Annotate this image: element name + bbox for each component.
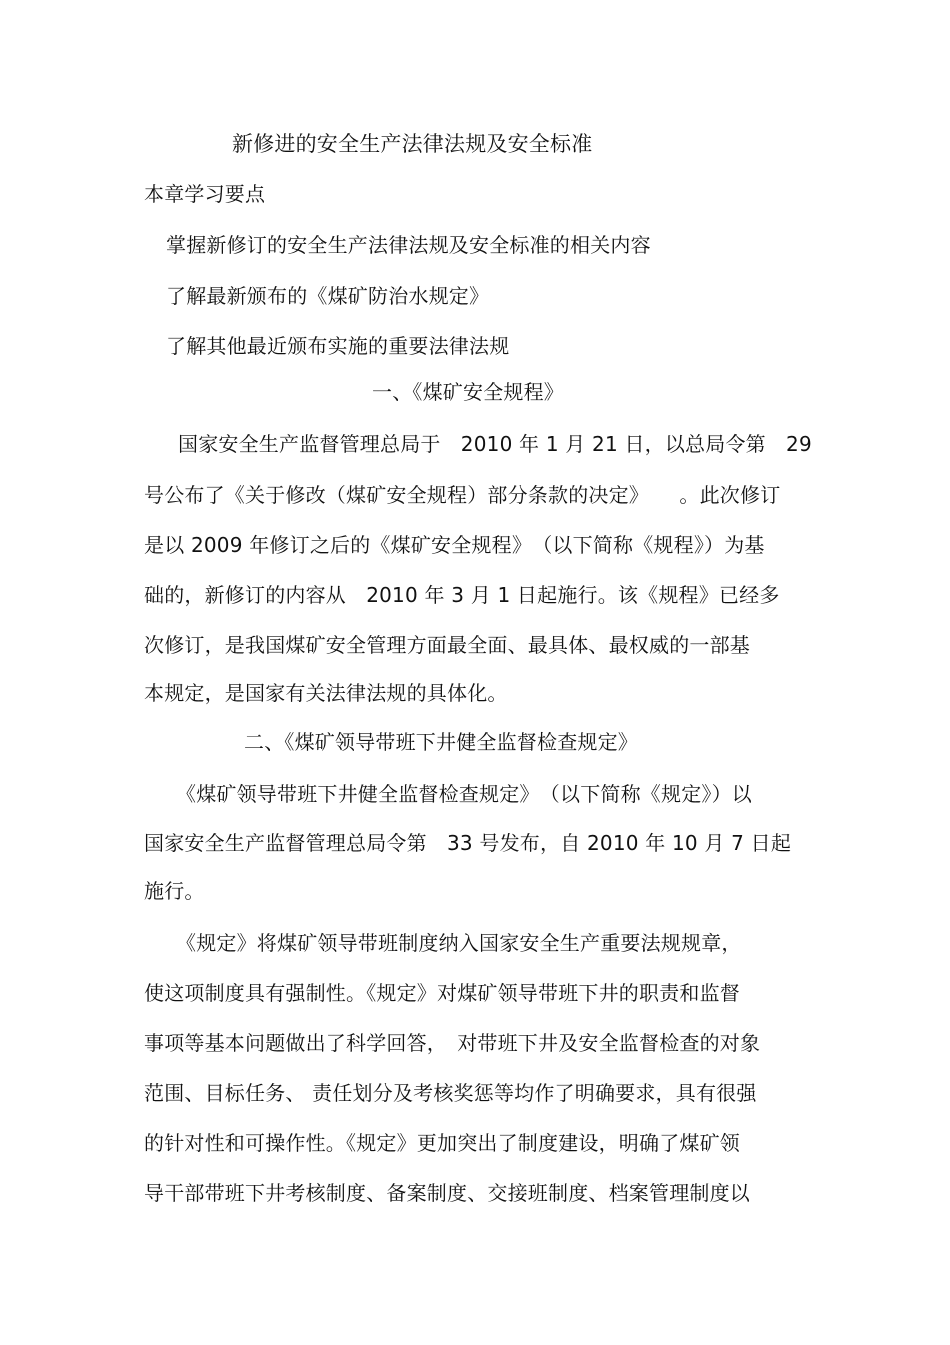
body-line: 导干部带班下井考核制度、备案制度、交接班制度、档案管理制度以 bbox=[144, 1181, 750, 1205]
body-line: 次修订，是我国煤矿安全管理方面最全面、最具体、最权威的一部基 bbox=[144, 633, 750, 657]
body-line: 国家安全生产监督管理总局于 2010 年 1 月 21 日，以总局令第 29 bbox=[178, 432, 812, 456]
body-line: 础的，新修订的内容从 2010 年 3 月 1 日起施行。该《规程》已经多 bbox=[144, 583, 780, 607]
body-line: 《煤矿领导带班下井健全监督检查规定》 （以下简称《规定》）以 bbox=[176, 782, 752, 806]
section-2-heading: 二、《煤矿领导带班下井健全监督检查规定》 bbox=[244, 730, 638, 754]
key-point-item: 掌握新修订的安全生产法律法规及安全标准的相关内容 bbox=[166, 233, 651, 257]
document-title: 新修进的安全生产法律法规及安全标准 bbox=[232, 132, 593, 156]
body-line: 本规定，是国家有关法律法规的具体化。 bbox=[144, 681, 508, 705]
section-1-heading: 一、《煤矿安全规程》 bbox=[372, 380, 564, 404]
body-line: 号公布了《关于修改（煤矿安全规程）部分条款的决定》 。此次修订 bbox=[144, 483, 781, 507]
body-line: 施行。 bbox=[144, 879, 205, 903]
body-line: 《规定》将煤矿领导带班制度纳入国家安全生产重要法规规章， bbox=[176, 931, 742, 955]
key-point-item: 了解最新颁布的《煤矿防治水规定》 bbox=[166, 284, 490, 308]
body-line: 范围、目标任务、 责任划分及考核奖惩等均作了明确要求，具有很强 bbox=[144, 1081, 757, 1105]
body-line: 的针对性和可操作性。《规定》更加突出了制度建设，明确了煤矿领 bbox=[144, 1131, 740, 1155]
body-line: 事项等基本问题做出了科学回答， 对带班下井及安全监督检查的对象 bbox=[144, 1031, 761, 1055]
body-line: 是以 2009 年修订之后的《煤矿安全规程》 （以下简称《规程》）为基 bbox=[144, 533, 765, 557]
key-points-heading: 本章学习要点 bbox=[144, 182, 266, 206]
body-line: 使这项制度具有强制性。《规定》对煤矿领导带班下井的职责和监督 bbox=[144, 981, 740, 1005]
key-point-item: 了解其他最近颁布实施的重要法律法规 bbox=[166, 334, 510, 358]
body-line: 国家安全生产监督管理总局令第 33 号发布，自 2010 年 10 月 7 日起 bbox=[144, 831, 792, 855]
